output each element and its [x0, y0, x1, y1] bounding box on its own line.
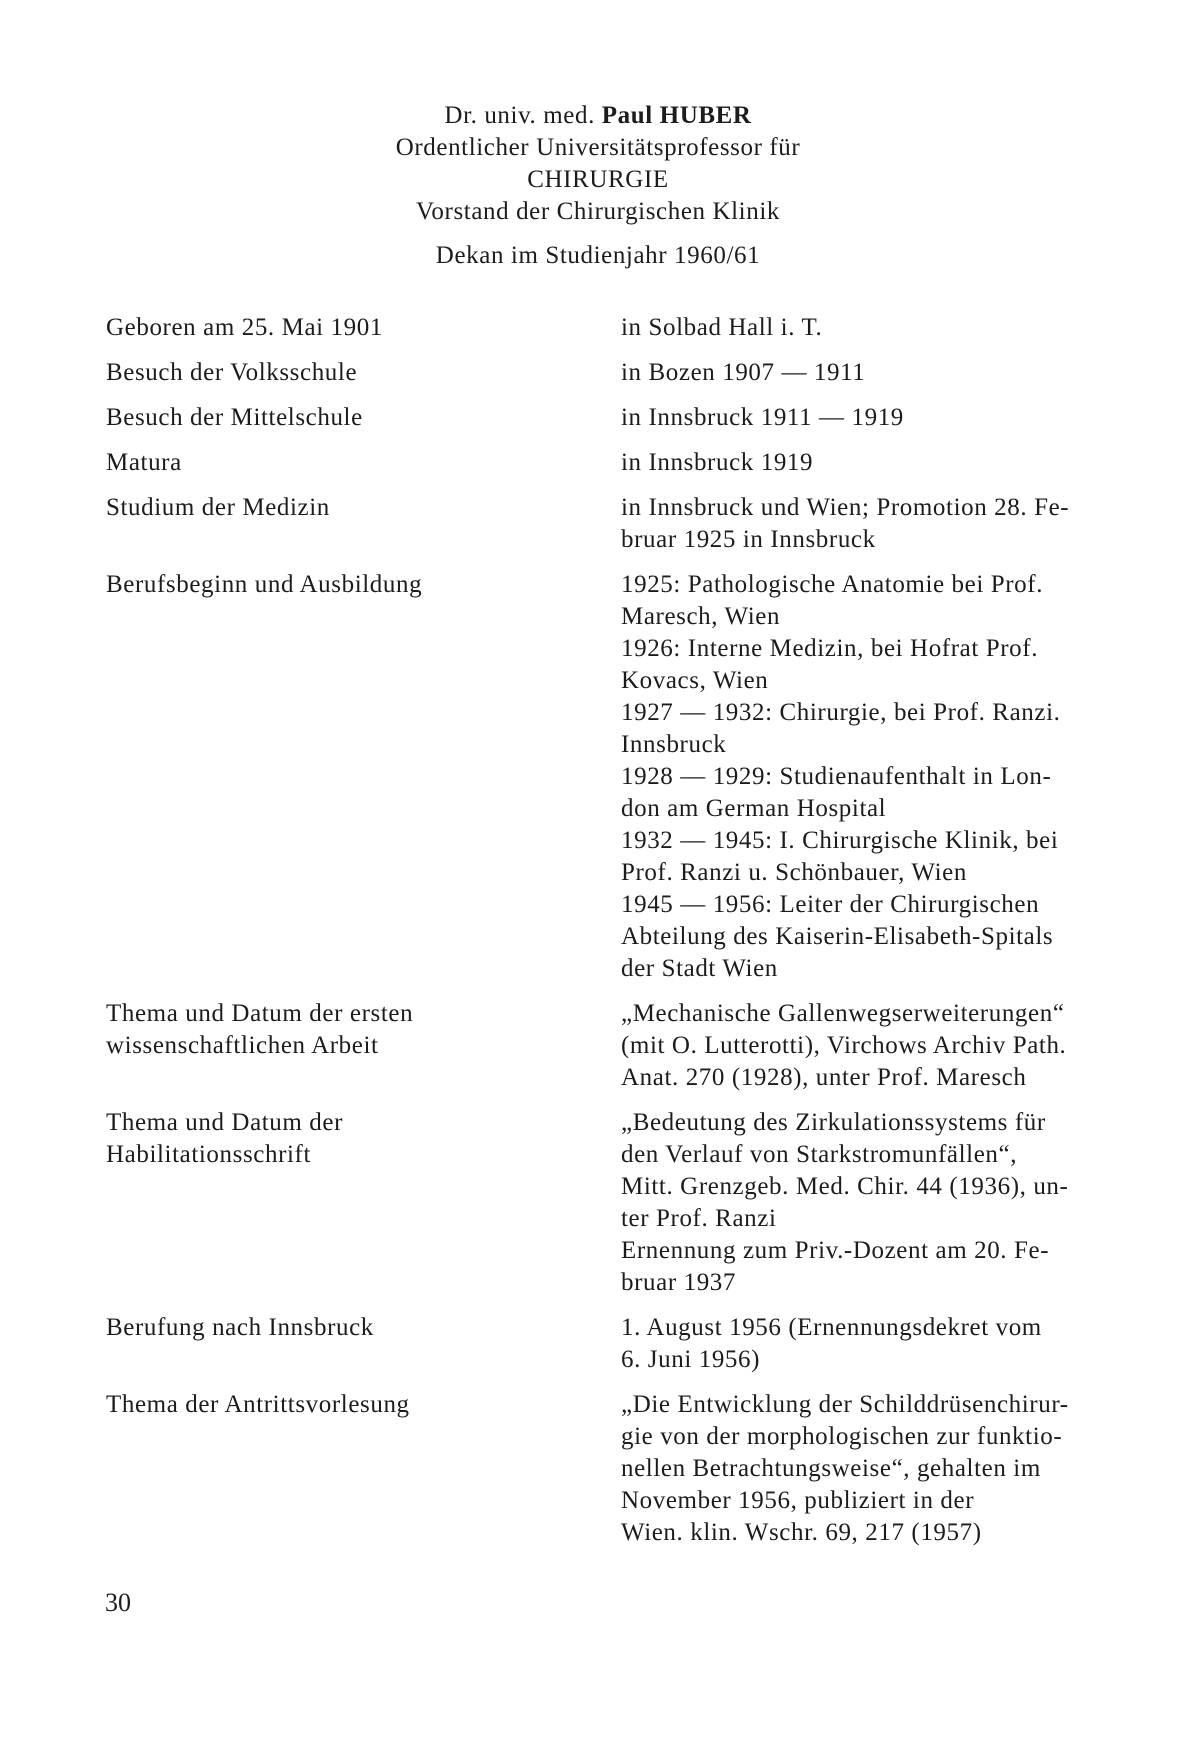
row-value: [621, 447, 1086, 479]
row-label: [106, 492, 621, 556]
row-label-line: Berufung nach Innsbruck: [106, 1314, 374, 1341]
row-label: [106, 569, 621, 985]
row-label: [106, 1312, 621, 1376]
row-label-line: wissenschaftlichen Arbeit: [106, 1032, 379, 1059]
row-value: [621, 1389, 1086, 1549]
row-label-line: Matura: [106, 449, 182, 476]
row-label: [106, 1389, 621, 1549]
row-value-line: 6. Juni 1956): [621, 1346, 761, 1373]
table-row: [106, 312, 1086, 344]
row-value-line: November 1956, publiziert in der: [621, 1487, 975, 1514]
row-label-line: Thema der Antrittsvorlesung: [106, 1391, 410, 1418]
subject-title: CHIRURGIE: [527, 166, 669, 193]
row-value-line: bruar 1937: [621, 1269, 736, 1296]
row-label-line: Habilitationsschrift: [106, 1141, 312, 1168]
table-row: [106, 402, 1086, 434]
row-value-line: 1925: Pathologische Anatomie bei Prof.: [621, 571, 1044, 598]
row-value-line: 1932 — 1945: I. Chirurgische Klinik, bei: [621, 827, 1059, 854]
table-row: [106, 1312, 1086, 1376]
row-value-line: gie von der morphologischen zur funktio-: [621, 1423, 1063, 1450]
row-value-line: 1. August 1956 (Ernennungsdekret vom: [621, 1314, 1042, 1341]
row-value: [621, 402, 1086, 434]
row-label-line: Studium der Medizin: [106, 494, 330, 521]
row-label: [106, 447, 621, 479]
row-value-line: Maresch, Wien: [621, 603, 781, 630]
row-value-line: Wien. klin. Wschr. 69, 217 (1957): [621, 1519, 982, 1546]
row-label-line: Thema und Datum der ersten: [106, 1000, 414, 1027]
page-header: [0, 100, 1196, 272]
table-row: [106, 569, 1086, 985]
role-title: Vorstand der Chirurgischen Klinik: [416, 198, 780, 225]
row-value-line: don am German Hospital: [621, 795, 887, 822]
biography-table: [106, 312, 1086, 1562]
row-value: [621, 998, 1086, 1094]
row-value-line: 1928 — 1929: Studienaufenthalt in Lon-: [621, 763, 1052, 790]
row-label-line: Berufsbeginn und Ausbildung: [106, 571, 423, 598]
page-number: 30: [105, 1588, 131, 1617]
row-value: [621, 492, 1086, 556]
row-value-line: Innsbruck: [621, 731, 727, 758]
row-label: [106, 357, 621, 389]
row-value-line: Mitt. Grenzgeb. Med. Chir. 44 (1936), un-: [621, 1173, 1069, 1200]
person-name: Paul HUBER: [601, 102, 752, 129]
row-value-line: in Innsbruck 1919: [621, 449, 814, 476]
row-label-line: Geboren am 25. Mai 1901: [106, 314, 383, 341]
table-row: [106, 1389, 1086, 1549]
row-value-line: 1926: Interne Medizin, bei Hofrat Prof.: [621, 635, 1039, 662]
row-value-line: Abteilung des Kaiserin-Elisabeth-Spitals: [621, 923, 1054, 950]
table-row: [106, 447, 1086, 479]
row-label: [106, 1107, 621, 1299]
row-value-line: Ernennung zum Priv.-Dozent am 20. Fe-: [621, 1237, 1050, 1264]
academic-title: Dr. univ. med.: [444, 102, 595, 129]
row-label-line: Besuch der Volksschule: [106, 359, 358, 386]
table-row: [106, 1107, 1086, 1299]
row-label: [106, 312, 621, 344]
table-row: [106, 998, 1086, 1094]
row-value-line: in Innsbruck und Wien; Promotion 28. Fe-: [621, 494, 1070, 521]
dean-title: Dekan im Studienjahr 1960/61: [435, 242, 761, 269]
row-value-line: „Mechanische Gallenwegserweiterungen“: [621, 1000, 1065, 1027]
row-value: [621, 357, 1086, 389]
row-label-line: Besuch der Mittelschule: [106, 404, 363, 431]
header-name-line: [0, 100, 1196, 132]
row-value-line: den Verlauf von Starkstromunfällen“,: [621, 1141, 1018, 1168]
row-label: [106, 998, 621, 1094]
table-row: [106, 492, 1086, 556]
row-value-line: bruar 1925 in Innsbruck: [621, 526, 876, 553]
table-row: [106, 357, 1086, 389]
row-value-line: 1945 — 1956: Leiter der Chirurgischen: [621, 891, 1040, 918]
row-value-line: in Bozen 1907 — 1911: [621, 359, 866, 386]
row-label-line: Thema und Datum der: [106, 1109, 344, 1136]
row-value-line: ter Prof. Ranzi: [621, 1205, 777, 1232]
row-value: [621, 1107, 1086, 1299]
row-value-line: Anat. 270 (1928), unter Prof. Maresch: [621, 1064, 1027, 1091]
row-value-line: nellen Betrachtungsweise“, gehalten im: [621, 1455, 1041, 1482]
row-label: [106, 402, 621, 434]
row-value: [621, 569, 1086, 985]
row-value-line: „Die Entwicklung der Schilddrüsenchirur-: [621, 1391, 1069, 1418]
row-value-line: in Innsbruck 1911 — 1919: [621, 404, 904, 431]
row-value-line: Kovacs, Wien: [621, 667, 769, 694]
position-title: Ordentlicher Universitätsprofessor für: [395, 134, 801, 161]
row-value-line: 1927 — 1932: Chirurgie, bei Prof. Ranzi.: [621, 699, 1061, 726]
row-value-line: (mit O. Lutterotti), Virchows Archiv Path.: [621, 1032, 1067, 1059]
row-value-line: Prof. Ranzi u. Schönbauer, Wien: [621, 859, 967, 886]
row-value: [621, 312, 1086, 344]
row-value: [621, 1312, 1086, 1376]
row-value-line: der Stadt Wien: [621, 955, 778, 982]
row-value-line: „Bedeutung des Zirkulationssystems für: [621, 1109, 1046, 1136]
row-value-line: in Solbad Hall i. T.: [621, 314, 823, 341]
